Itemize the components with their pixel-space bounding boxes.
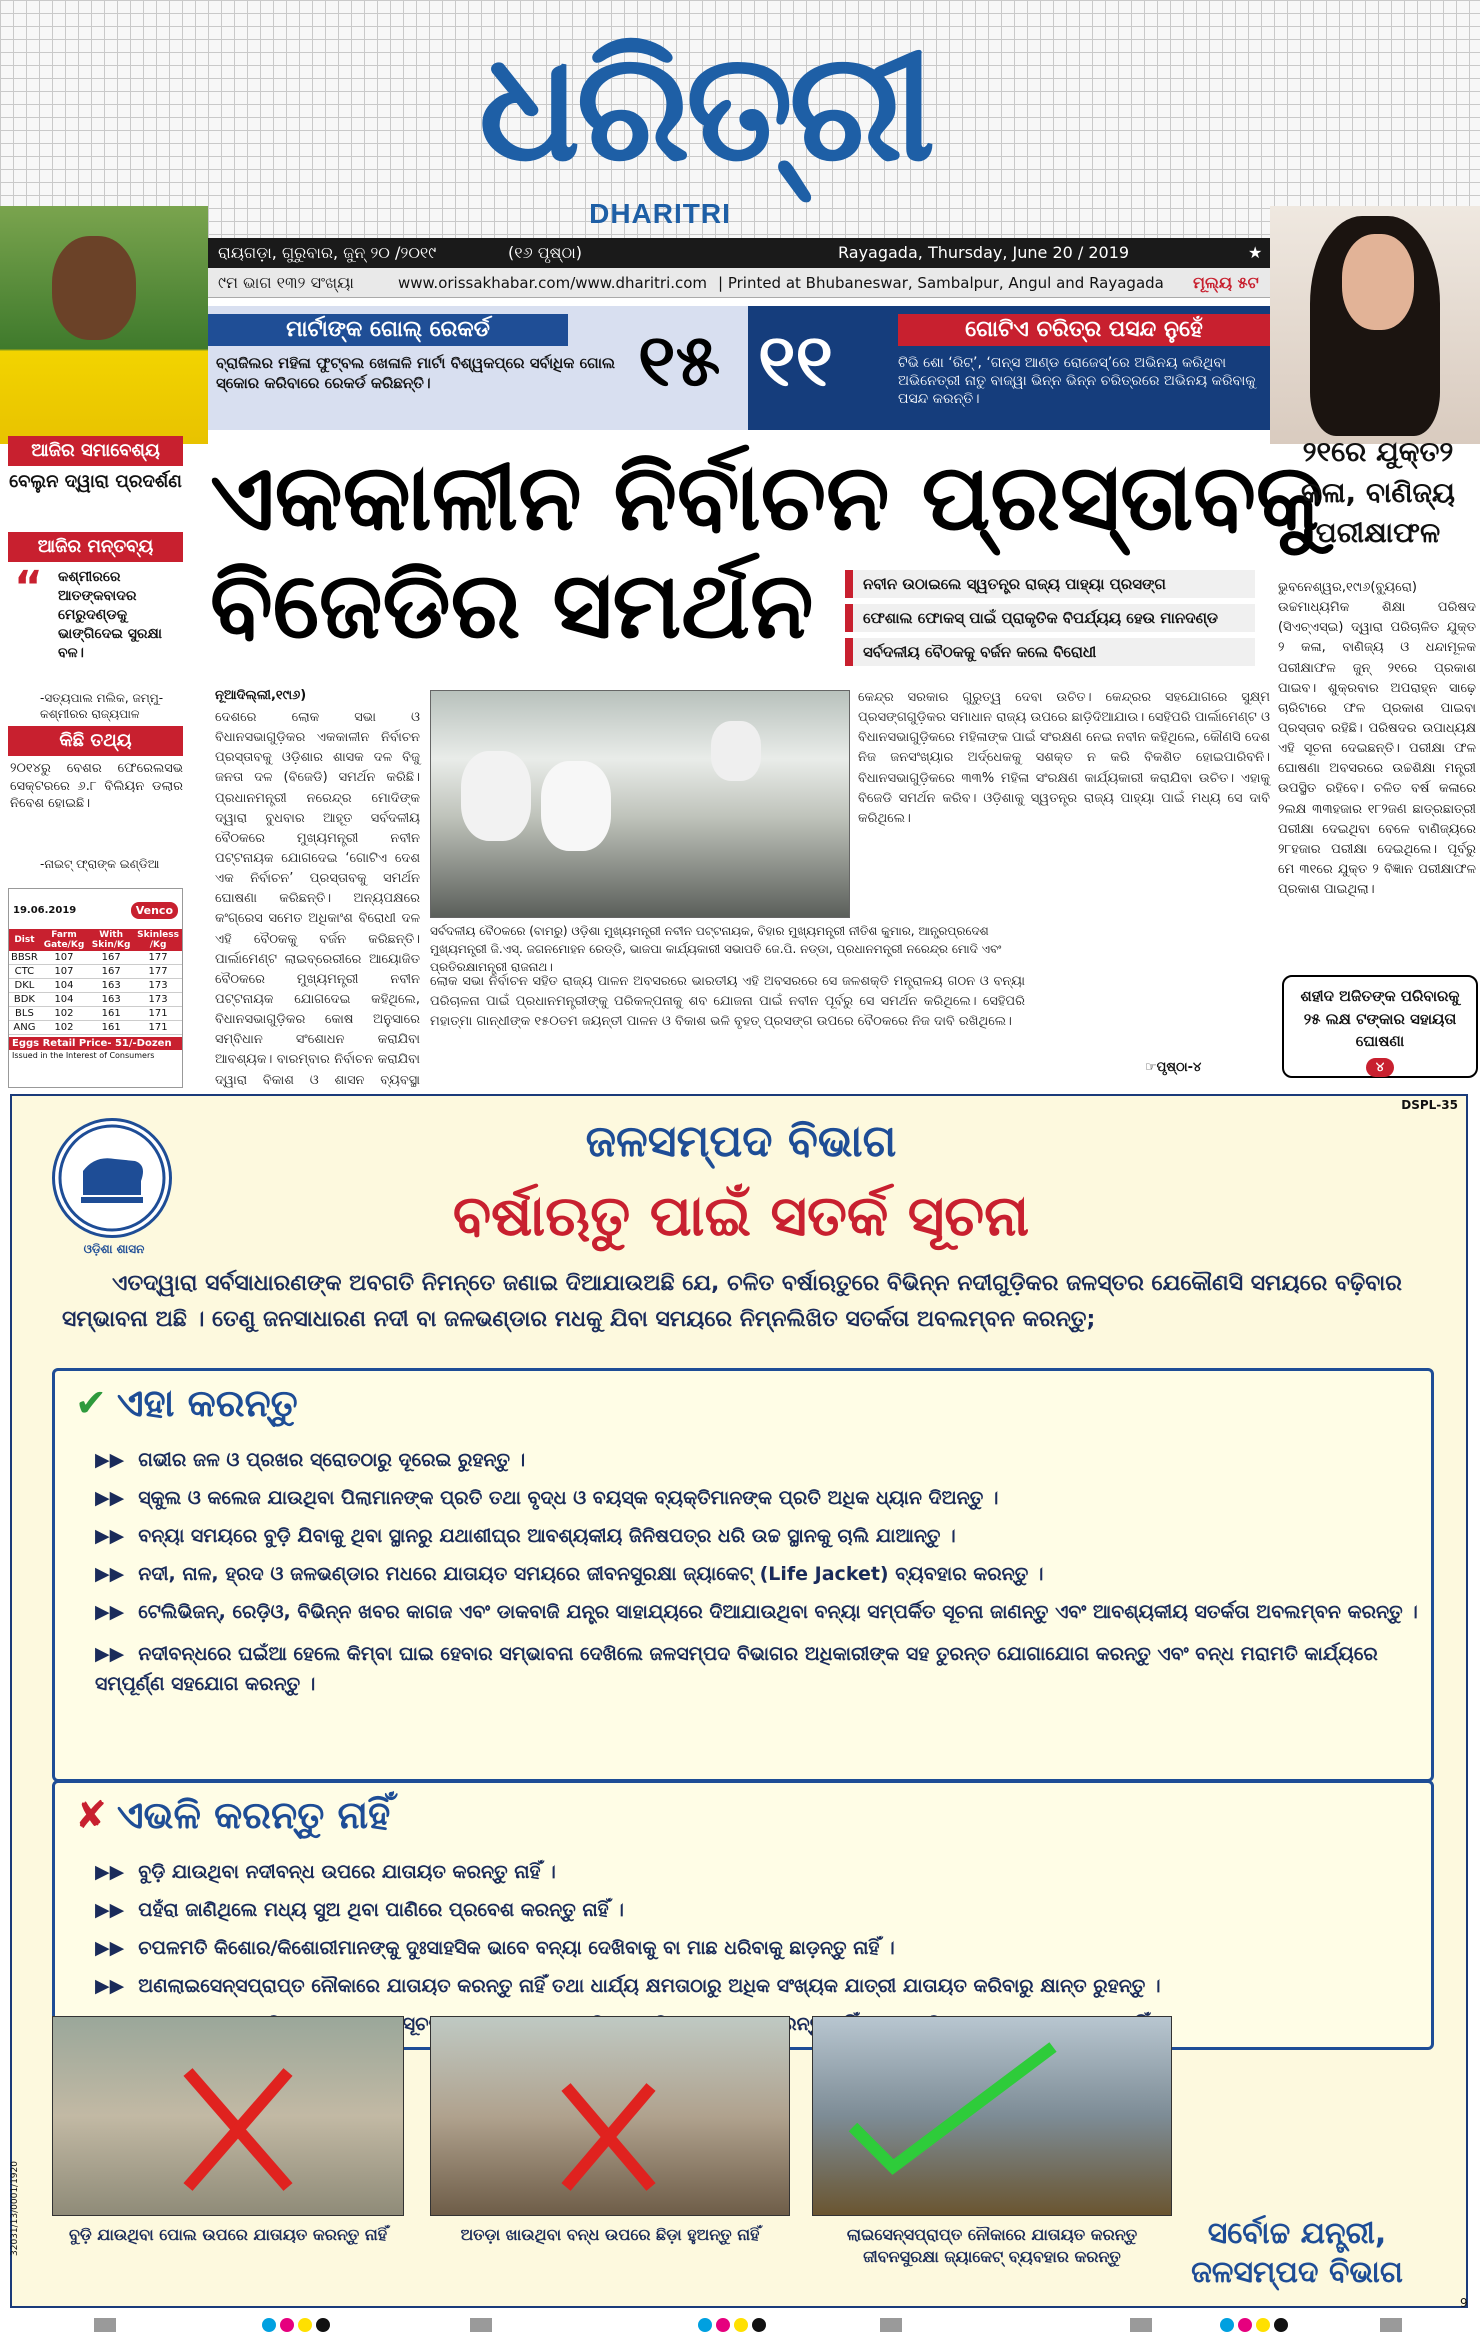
- fact-text: ୨୦୧୪ରୁ ବେଶର ଫେରେଲସଭ ସେକ୍ଟରରେ ୬.୮ ବିଲିୟନ ଡଲାର ନିବେଶ ହୋଇଛି।: [10, 760, 183, 852]
- egg-col-header: Dist: [9, 929, 40, 951]
- egg-table-cell: 171: [134, 1021, 182, 1035]
- arrow-icon: ▶▶: [95, 1449, 125, 1471]
- egg-table-cell: 171: [134, 1007, 182, 1021]
- ad-alert-title: ବର୍ଷାଋତୁ ପାଇଁ ସତର୍କ ସୂଚନା: [452, 1184, 1030, 1249]
- arrow-icon: ▶▶: [95, 1899, 125, 1921]
- photo-caption-embankment: ଅତଡ଼ା ଖାଉଥିବା ବନ୍ଧ ଉପରେ ଛିଡ଼ା ହୁଅନ୍ତୁ ନାହିଁ: [460, 2225, 760, 2244]
- teaser-right-headline: ଗୋଟିଏ ଚରିତ୍ର ପସନ୍ଦ ନୁହେଁ: [898, 314, 1270, 346]
- dont-panel: [52, 1780, 1434, 2050]
- do-heading: ✔ ଏହା କରନ୍ତୁ: [75, 1381, 298, 1425]
- egg-col-header: Farm Gate/Kg: [40, 929, 88, 951]
- magenta-mark: [280, 2318, 294, 2332]
- egg-table-row: [9, 965, 182, 979]
- comment-author: -ସତ୍ୟପାଲ ମଲିକ, ଜମ୍ମୁ-କଶ୍ମୀରର ରାଜ୍ୟପାଳ: [40, 690, 185, 730]
- comment-heading: ଆଜିର ମନ୍ତବ୍ୟ: [8, 532, 183, 562]
- magenta-mark: [1238, 2318, 1252, 2332]
- shaheed-box[interactable]: [1282, 975, 1478, 1078]
- arrow-icon: ▶▶: [95, 1861, 125, 1883]
- dont-item: ▶▶ ପହଁରା ଜାଣିଥିଲେ ମଧ୍ୟ ସୁଅ ଥିବା ପାଣିରେ ପ୍ରବେଶ କରନ୍ତୁ ନାହିଁ ।: [95, 1899, 624, 1921]
- comment-text: କଶ୍ମୀରରେ ଆତଙ୍କବାଦର ମେରୁଦଣ୍ଡକୁ ଭାଙ୍ଗିଦେଇ ସୁରକ୍ଷା ବଳ।: [58, 568, 183, 688]
- events-heading: ଆଜିର ସମାବେଶ୍ୟ: [8, 436, 183, 466]
- teaser-photo-actress: [1270, 206, 1480, 444]
- registration-mark: [1380, 2318, 1402, 2332]
- egg-table-cell: CTC: [9, 965, 40, 979]
- teaser-left-text: ବ୍ରାଜିଲର ମହିଳା ଫୁଟ୍‌ବଲ ଖେଳାଳି ମାର୍ଟା ବିଶ୍ୱକପ୍‌ରେ ସର୍ବାଧିକ ଗୋଲ ସ୍କୋର କରିବାରେ ରେକର୍ଡ କରିଛନ୍ତି।: [216, 354, 616, 392]
- egg-col-header: Skinless /Kg: [134, 929, 182, 951]
- do-item: ▶▶ ସ୍କୁଲ ଓ କଲେଜ ଯାଉଥିବା ପିଲାମାନଙ୍କ ପ୍ରତି ତଥା ବୃଦ୍ଧ ଓ ବୟସ୍କ ବ୍ୟକ୍ତିମାନଙ୍କ ପ୍ରତି ଅଧିକ ଧ୍ୟାନ ଦିଅନ୍ତୁ ।: [95, 1487, 999, 1509]
- do-item: ▶▶ ନଦୀବନ୍ଧରେ ଘଇଁଆ ହେଲେ କିମ୍ବା ଘାଇ ହେବାର ସମ୍ଭାବନା ଦେଖିଲେ ଜଳସମ୍ପଦ ବିଭାଗର ଅଧିକାରୀଙ୍କ ସହ ତୁରନ୍ତ ଯୋଗାଯୋଗ କରନ୍ତୁ ଏବଂ ବନ୍ଧ ମରାମତି କାର୍ଯ୍ୟରେ ସମ୍ପୂର୍ଣ୍ଣ ସହଯୋଗ କରନ୍ତୁ ।: [95, 1643, 1378, 1696]
- do-panel: [52, 1368, 1434, 1782]
- date-english: Rayagada, Thursday, June 20 / 2019: [838, 243, 1130, 262]
- dont-item: ସୂଚନା କରନ୍ତୁ: [95, 2013, 1415, 2035]
- teaser-photo-footballer: [0, 206, 208, 444]
- lead-body-col1: ଦେଶରେ ଲୋକ ସଭା ଓ ବିଧାନସଭାଗୁଡ଼ିକର ଏକକାଳୀନ ନିର୍ବାଚନ ପ୍ରସ୍ତାବକୁ ଓଡ଼ିଶାର ଶାସକ ଦଳ ବିଜୁ ଜନତା ଦଳ (ବିଜେଡି) ସମର୍ଥନ କରିଛି। ପ୍ରଧାନମନ୍ତ୍ରୀ ନରେନ୍ଦ୍ର ମୋଦିଙ୍କ ଦ୍ୱାରା ବୁଧବାର ଆହୂତ ସର୍ବଦଳୀୟ ବୈଠକରେ ମୁଖ୍ୟମନ୍ତ୍ରୀ ନବୀନ ପଟ୍ଟନାୟକ ଯୋଗଦେଇ ‘ଗୋଟିଏ ଦେଶ ଏକ ନିର୍ବାଚନ’ ପ୍ରସ୍ତାବକୁ ସମର୍ଥନ ଘୋଷଣା କରିଛନ୍ତି। ଅନ୍ୟପକ୍ଷରେ କଂଗ୍ରେସ ସମେତ ଅଧିକାଂଶ ବିରୋଧୀ ଦଳ ଏହି ବୈଠକକୁ ବର୍ଜନ କରିଛନ୍ତି। ପାର୍ଲାମେଣ୍ଟ ଲାଇବ୍ରେରୀରେ ଆୟୋଜିତ ବୈଠକରେ ମୁଖ୍ୟମନ୍ତ୍ରୀ ନବୀନ ପଟ୍ଟନାୟକ ଯୋଗଦେଇ କହିଥିଲେ, ବିଧାନସଭାଗୁଡ଼ିକର କୋଷ ଅନୁସାରେ ସମ୍ବିଧାନ ସଂଶୋଧନ କରାଯିବା ଆବଶ୍ୟକ। ବାରମ୍ବାର ନିର୍ବାଚନ କରାଯିବା ଦ୍ୱାରା ବିକାଶ ଓ ଶାସନ ବ୍ୟବସ୍ଥା: [215, 710, 420, 1088]
- egg-table-row: [9, 993, 182, 1007]
- shaheed-page: ୪: [1284, 1055, 1476, 1078]
- logo-odia: ଧରିତ୍ରୀ: [478, 19, 932, 195]
- registration-mark: [94, 2318, 116, 2332]
- egg-table-cell: BDK: [9, 993, 40, 1007]
- egg-note: Issued in the Interest of Consumers: [12, 1051, 155, 1060]
- licensed-boat-photo: [812, 2016, 1172, 2216]
- arrow-icon: ▶▶: [95, 1937, 125, 1959]
- page-number: 9: [1460, 2296, 1468, 2310]
- teaser-right-page: ୧୧: [758, 318, 834, 402]
- do-item: ▶▶ ଟେଲିଭିଜନ୍, ରେଡ଼ିଓ, ବିଭିନ୍ନ ଖବର କାଗଜ ଏବଂ ଡାକବାଜି ଯନ୍ତ୍ର ସାହାଯ୍ୟରେ ଦିଆଯାଉଥିବା ବନ୍ୟା ସମ୍ପର୍କିତ ସୂଚନା ଜାଣନ୍ତୁ ଏବଂ ଆବଶ୍ୟକୀୟ ସତର୍କତା ଅବଲମ୍ବନ କରନ୍ତୁ ।: [95, 1601, 1418, 1623]
- lead-body-col3: କେନ୍ଦ୍ର ସରକାର ଗୁରୁତ୍ୱ ଦେବା ଉଚିତ। କେନ୍ଦ୍ରର ସହଯୋଗରେ ସୁକ୍ଷ୍ମ ପ୍ରସଙ୍ଗଗୁଡ଼ିକର ସମାଧାନ ରାଜ୍ୟ ଉପରେ ଛାଡ଼ିଦିଆଯାଉ। ସେହିପରି ପାର୍ଲାମେଣ୍ଟ ଓ ବିଧାନସଭାଗୁଡ଼ିକରେ ମହିଳାଙ୍କ ପାଇଁ ସଂରକ୍ଷଣ ନେଇ ନବୀନ କହିଥିଲେ, କୌଣସି ଦେଶ ନିଜ ଜନସଂଖ୍ୟାର ଅର୍ଦ୍ଧେକକୁ ସଶକ୍ତ ନ କରି ବିକଶିତ ହୋଇପାରିବନି। ବିଧାନସଭାଗୁଡ଼ିକରେ ୩୩% ମହିଳା ସଂରକ୍ଷଣ କାର୍ଯ୍ୟକାରୀ କରାଯିବା ଉଚିତ। ଏହାକୁ ବିଜେଡି ସମର୍ଥନ କରିବ। ଓଡ଼ିଶାକୁ ସ୍ୱତନ୍ତ୍ର ରାଜ୍ୟ ପାହ୍ୟା ପାଇଁ ମଧ୍ୟ ସେ ଦାବି କରିଥିଲେ।: [858, 690, 1270, 826]
- egg-table-cell: BBSR: [11, 952, 38, 963]
- arrow-icon: ▶▶: [95, 1643, 125, 1665]
- egg-brand: Venco: [131, 902, 178, 919]
- arrow-icon: ▶▶: [95, 1563, 125, 1585]
- egg-table-cell: 161: [88, 1021, 134, 1035]
- egg-table-cell: 104: [40, 979, 88, 993]
- teaser-left-page: ୧୫: [638, 318, 721, 402]
- lead-bullets: [845, 570, 1255, 678]
- cyan-mark: [1220, 2318, 1234, 2332]
- fact-heading: କିଛି ତଥ୍ୟ: [8, 726, 183, 756]
- cyan-mark: [698, 2318, 712, 2332]
- teaser-left[interactable]: [208, 306, 748, 430]
- registration-mark: [470, 2318, 492, 2332]
- egg-table-cell: 107: [40, 965, 88, 979]
- egg-table-cell: 107: [40, 951, 88, 965]
- egg-retail-price: Eggs Retail Price- 51/-Dozen: [9, 1037, 182, 1050]
- egg-table-cell: ANG: [9, 1021, 40, 1035]
- egg-table-row: [9, 1021, 182, 1035]
- cyan-mark: [262, 2318, 276, 2332]
- info-strip: [208, 268, 1270, 298]
- fact-author: -ନାଇଟ୍ ଫ୍ରାଙ୍କ ଇଣ୍ଡିଆ: [40, 856, 185, 876]
- website-link[interactable]: www.orissakhabar.com/www.dharitri.com: [398, 274, 708, 292]
- registration-mark: [1130, 2318, 1152, 2332]
- yellow-mark: [1256, 2318, 1270, 2332]
- lead-bullet: ସର୍ବଦଳୀୟ ବୈଠକକୁ ବର୍ଜନ କଲେ ବିରୋଧୀ: [845, 638, 1255, 666]
- egg-table-cell: 161: [88, 1007, 134, 1021]
- lead-photo: [430, 690, 850, 918]
- shaheed-text: ଶହୀଦ ଅଜିତଙ୍କ ପରିବାରକୁ ୨୫ ଲକ୍ଷ ଟଙ୍କାର ସହାୟତା ଘୋଷଣା: [1300, 987, 1460, 1050]
- do-item: ▶▶ ବନ୍ୟା ସମୟରେ ବୁଡ଼ି ଯିବାକୁ ଥିବା ସ୍ଥାନରୁ ଯଥାଶୀଘ୍ର ଆବଶ୍ୟକୀୟ ଜିନିଷପତ୍ର ଧରି ଉଚ୍ଚ ସ୍ଥାନକୁ ଚାଲି ଯାଆନ୍ତୁ ।: [95, 1525, 956, 1547]
- issue-number: ୯ମ ଭାଗ ୧୩୨ ସଂଖ୍ୟା: [218, 273, 354, 292]
- teaser-right[interactable]: [748, 306, 1270, 430]
- egg-table-cell: 163: [88, 993, 134, 1007]
- ad-intro: ଏତଦ୍ୱାରା ସର୍ବସାଧାରଣଙ୍କ ଅବଗତି ନିମନ୍ତେ ଜଣାଇ ଦିଆଯାଉଅଛି ଯେ, ଚଳିତ ବର୍ଷାଋତୁରେ ବିଭିନ୍ନ ନଦୀଗୁଡ଼ିକର ଜଳସ୍ତର ଯେକୌଣସି ସମୟରେ ବଢ଼ିବାର ସମ୍ଭାବନା ଅଛି । ତେଣୁ ଜନସାଧାରଣ ନଦୀ ବା ଜଳଭଣ୍ଡାର ମଧକୁ ଯିବା ସମୟରେ ନିମ୍ନଲିଖିତ ସତର୍କତା ଅବଲମ୍ବନ କରନ୍ତୁ;: [62, 1271, 1402, 1333]
- lead-bullet: ନବୀନ ଉଠାଇଲେ ସ୍ୱତନ୍ତ୍ର ରାଜ୍ୟ ପାହ୍ୟା ପ୍ରସଙ୍ଗ: [845, 570, 1255, 598]
- egg-table-cell: 163: [88, 979, 134, 993]
- black-mark: [316, 2318, 330, 2332]
- egg-table-cell: DKL: [9, 979, 40, 993]
- emblem-caption: ଓଡ଼ିଶା ଶାସନ: [83, 1242, 145, 1256]
- continued-link[interactable]: ☞ପୃଷ୍ଠା-୪: [1145, 1060, 1202, 1075]
- egg-table-cell: 177: [134, 951, 182, 965]
- star-icon: ★: [1248, 243, 1263, 262]
- black-mark: [1274, 2318, 1288, 2332]
- ad-code: DSPL-35: [1401, 1098, 1458, 1112]
- lead-bullet: ଫେଶାଲ ଫୋକସ୍ ପାଇଁ ପ୍ରାକୃତିକ ବିପର୍ଯ୍ୟୟ ହେଉ ମାନଦଣ୍ଡ: [845, 604, 1255, 632]
- logo-english: DHARITRI: [589, 198, 731, 229]
- lead-headline-line1[interactable]: ଏକକାଳୀନ ନିର୍ବାଚନ ପ୍ରସ୍ତାବକୁ: [210, 444, 1324, 551]
- egg-table-cell: 173: [134, 993, 182, 1007]
- photo-caption-bridge: ବୁଡ଼ି ଯାଉଥିବା ପୋଲ ଉପରେ ଯାତାୟତ କରନ୍ତୁ ନାହିଁ: [68, 2225, 388, 2244]
- flooded-bridge-photo: [52, 2016, 404, 2216]
- do-item: ▶▶ ଗଭୀର ଜଳ ଓ ପ୍ରଖର ସ୍ରୋତଠାରୁ ଦୂରେଇ ରୁହନ୍ତୁ ।: [95, 1449, 526, 1471]
- photo-caption-boat: ଲାଇସେନ୍ସପ୍ରାପ୍ତ ନୌକାରେ ଯାତାୟତ କରନ୍ତୁ ଜୀବନସୁରକ୍ଷା ଜ୍ୟାକେଟ୍ ବ୍ୟବହାର କରନ୍ତୁ: [846, 2225, 1138, 2267]
- lead-dateline: ନୂଆଦିଲ୍ଲୀ,୧୯ା୬): [215, 688, 307, 703]
- teaser-left-headline: ମାର୍ଟାଙ୍କ ଗୋଲ୍ ରେକର୍ଡ: [208, 314, 568, 346]
- arrow-icon: ▶▶: [95, 1601, 125, 1623]
- dont-heading: ✘ ଏଭଳି କରନ୍ତୁ ନାହିଁ: [75, 1793, 391, 1837]
- teaser-right-text: ଟିଭି ଶୋ ‘ରିଟ୍’, ‘ଗନ୍ସ ଆଣ୍ଡ ରୋଜେସ୍’ରେ ଅଭିନୟ କରିଥିବା ଅଭିନେତ୍ରୀ ନାତୁ ବାଜ୍‌ୱା ଭିନ୍ନ ଭିନ୍ନ ଚରିତ୍ରରେ ଅଭିନୟ କରିବାକୁ ପସନ୍ଦ କରନ୍ତି।: [898, 355, 1256, 408]
- egg-table-cell: 177: [134, 965, 182, 979]
- egg-table-row: [9, 1007, 182, 1021]
- dont-item: ▶▶ ଚପଳମତି କିଶୋର/କିଶୋରୀମାନଙ୍କୁ ଦୁଃସାହସିକ ଭାବେ ବନ୍ୟା ଦେଖିବାକୁ ବା ମାଛ ଧରିବାକୁ ଛାଡ଼ନ୍ତୁ ନାହିଁ ।: [95, 1937, 895, 1959]
- quote-icon: “: [14, 562, 43, 613]
- lead-headline-line2[interactable]: ବିଜେଡିର ସମର୍ଥନ: [210, 552, 814, 659]
- egg-table-cell: 104: [40, 993, 88, 1007]
- dont-item: ▶▶ ବୁଡ଼ି ଯାଉଥିବା ନଦୀବନ୍ଧ ଉପରେ ଯାତାୟତ କରନ୍ତୁ ନାହିଁ ।: [95, 1861, 556, 1883]
- price: ମୂଲ୍ୟ ୫ଟ: [1193, 273, 1259, 292]
- arrow-icon: ▶▶: [95, 1525, 125, 1547]
- printed-at: | Printed at Bhubaneswar, Sambalpur, Angul and Rayagada: [718, 274, 1164, 292]
- ad-department-title: ଜଳସମ୍ପଦ ବିଭାଗ: [585, 1116, 897, 1167]
- egg-table-cell: 102: [40, 1021, 88, 1035]
- lead-photo-caption: ସର୍ବଦଳୀୟ ବୈଠକରେ (ବାମରୁ) ଓଡ଼ିଶା ମୁଖ୍ୟମନ୍ତ୍ରୀ ନବୀନ ପଟ୍ଟନାୟକ, ବିହାର ମୁଖ୍ୟମନ୍ତ୍ରୀ ନୀତିଶ କୁମାର, ଆନ୍ଧ୍ରପ୍ରଦେଶ ମୁଖ୍ୟମନ୍ତ୍ରୀ ଜି.ଏସ୍. ଜଗନମୋହନ ରେଡ୍ଡି, ଭାଜପା କାର୍ଯ୍ୟକାରୀ ସଭାପତି ଜେ.ପି. ନଡ୍ଡା, ପ୍ରଧାନମନ୍ତ୍ରୀ ନରେନ୍ଦ୍ର ମୋଦି ଏବଂ ପ୍ରତିରକ୍ଷାମନ୍ତ୍ରୀ ରାଜନାଥ।: [430, 924, 1002, 974]
- lead-body-col2: ଲୋକ ସଭା ନିର୍ବାଚନ ସହିତ ରାଜ୍ୟ ପାଳନ ଅବସରରେ ଭାରତୀୟ ଏହି ଅବସରରେ ସେ ଜଳଶକ୍ତି ମନ୍ତ୍ରାଳୟ ଗଠନ ଓ ବନ୍ୟା ପରିଚାଳନା ପାଇଁ ପ୍ରଧାନମନ୍ତ୍ରୀଙ୍କୁ ପରିକଳ୍ପନାକୁ ଶବ ଯୋଜନା ପାଇଁ ନବୀନ ପୂର୍ବରୁ ସେ ସମର୍ଥନ କରିଥିଲେ। ସେହିପରି ମହାତ୍ମା ଗାନ୍ଧୀଙ୍କ ୧୫୦ତମ ଜୟନ୍ତୀ ପାଳନ ଓ ବିକାଶ ଭଳି ବୃହତ୍ ପ୍ରସଙ୍ଗ ଉପରେ ବୈଠକରେ ନିଜ ଦାବି ରଖିଥିଲେ।: [430, 974, 1025, 1030]
- eroding-embankment-photo: [430, 2016, 790, 2216]
- dont-item: ▶▶ ଅଣଲାଇସେନ୍ସପ୍ରାପ୍ତ ନୌକାରେ ଯାତାୟତ କରନ୍ତୁ ନାହିଁ ତଥା ଧାର୍ଯ୍ୟ କ୍ଷମତାଠାରୁ ଅଧିକ ସଂଖ୍ୟକ ଯାତ୍ରୀ ଯାତାୟତ କରିବାରୁ କ୍ଷାନ୍ତ ରୁହନ୍ତୁ ।: [95, 1975, 1161, 1997]
- egg-table-cell: 102: [40, 1007, 88, 1021]
- cross-icon: ✘: [75, 1793, 107, 1837]
- right-body: ଭୁବନେଶ୍ୱର,୧୯ା୬(ବ୍ୟୁରୋ) ଉଚ୍ଚମାଧ୍ୟମିକ ଶିକ୍ଷା ପରିଷଦ (ସିଏଚ୍‌ଏସ୍‌ଇ) ଦ୍ୱାରା ପରିଚାଳିତ ଯୁକ୍ତ ୨ କଳା, ବାଣିଜ୍ୟ ଓ ଧନ୍ଦାମୂଳକ ପରୀକ୍ଷାଫଳ ଜୁନ୍ ୨୧ରେ ପ୍ରକାଶ ପାଇବ। ଶୁକ୍ରବାର ଅପରାହ୍ନ ସାଢ଼େ ଚାରିଟାରେ ଫଳ ପ୍ରକାଶ ପାଇବା ପ୍ରସ୍ତାବ ରହିଛି। ପରିଷଦର ଉପାଧ୍ୟକ୍ଷ ଏହି ସୂଚନା ଦେଇଛନ୍ତି। ପରୀକ୍ଷା ଫଳ ଘୋଷଣା ଅବସରରେ ଉଚ୍ଚଶିକ୍ଷା ମନ୍ତ୍ରୀ ଉପସ୍ଥିତ ରହିବେ। ଚଳିତ ବର୍ଷ କଳାରେ ୨ଲକ୍ଷ ୩୩ହଜାର ୧୮୨ଜଣ ଛାତ୍ରଛାତ୍ରୀ ପରୀକ୍ଷା ଦେଇଥିବା ବେଳେ ବାଣିଜ୍ୟରେ ୨୮ହଜାର ପରୀକ୍ଷା ଦେଇଥିଲେ। ପୂର୍ବରୁ ମେ ୩୧ରେ ଯୁକ୍ତ ୨ ବିଜ୍ଞାନ ପରୀକ୍ଷାଫଳ ପ୍ରକାଶ ପାଇଥିଲା।: [1278, 580, 1476, 898]
- right-headline[interactable]: ୨୧ରେ ଯୁକ୍ତ୨ କଳା, ବାଣିଜ୍ୟ ପରୀକ୍ଷାଫଳ: [1301, 435, 1455, 550]
- egg-price-box: [8, 888, 183, 1088]
- ad-signature: ସର୍ବୋଚ୍ଚ ଯନ୍ତ୍ରୀ, ଜଳସମ୍ପଦ ବିଭାଗ: [1191, 2216, 1403, 2290]
- teaser-band: [208, 306, 1270, 430]
- magenta-mark: [716, 2318, 730, 2332]
- egg-table-cell: 173: [134, 979, 182, 993]
- yellow-mark: [734, 2318, 748, 2332]
- black-mark: [752, 2318, 766, 2332]
- arrow-icon: ▶▶: [95, 1487, 125, 1509]
- events-text: ବେଲୁନ ଦ୍ୱାରା ପ୍ରଦର୍ଶଣ: [8, 470, 183, 510]
- yellow-mark: [298, 2318, 312, 2332]
- date-odia: ରାୟଗଡ଼ା, ଗୁରୁବାର, ଜୁନ୍ ୨୦ /୨୦୧୯: [218, 243, 437, 262]
- egg-table-row: [9, 951, 182, 965]
- egg-table-cell: 167: [88, 965, 134, 979]
- dateline-strip: [208, 238, 1270, 268]
- check-icon: ✔: [75, 1381, 107, 1425]
- arrow-icon: ▶▶: [95, 1975, 125, 1997]
- do-item: ▶▶ ନଦୀ, ନାଳ, ହ୍ରଦ ଓ ଜଳଭଣ୍ଡାର ମଧରେ ଯାତାୟତ ସମୟରେ ଜୀବନସୁରକ୍ଷା ଜ୍ୟାକେଟ୍ (Life Jacket) ବ୍ୟବହାର କରନ୍ତୁ ।: [95, 1563, 1044, 1585]
- advertisement: DSPL-35 ଓଡ଼ିଶା ଶାସନ ଜଳସମ୍ପଦ ବିଭାଗ ବର୍ଷାଋତୁ ପାଇଁ ସତର୍କ ସୂଚନା ଏତଦ୍ୱାରା ସର୍ବସାଧାରଣଙ୍କ ଅବଗତି ନିମନ୍ତେ ଜଣାଇ ଦିଆଯାଉଅଛି ଯେ, ଚଳିତ ବର୍ଷାଋତୁରେ ବିଭିନ୍ନ ନଦୀଗୁଡ଼ିକର ଜଳସ୍ତର ଯେକୌଣସି ସମୟରେ ବଢ଼ିବାର ସମ୍ଭାବନା ଅଛି । ତେଣୁ ଜନସାଧାରଣ ନଦୀ ବା ଜଳଭଣ୍ଡାର ମଧକୁ ଯିବା ସମୟରେ ନିମ୍ନଲିଖିତ ସତର୍କତା ଅବଲମ୍ବନ କରନ୍ତୁ; ✔ ଏହା କରନ୍ତୁ ▶▶ ଗଭୀର ଜଳ ଓ ପ୍ରଖର ସ୍ରୋତଠାରୁ ଦୂରେଇ ରୁହନ୍ତୁ । ▶▶ ସ୍କୁଲ ଓ କଲେଜ ଯାଉଥିବା ପିଲାମାନଙ୍କ ପ୍ରତି ତଥା ବୃଦ୍ଧ ଓ ବୟସ୍କ ବ୍ୟକ୍ତିମାନଙ୍କ ପ୍ରତି ଅଧିକ ଧ୍ୟାନ ଦିଅନ୍ତୁ । ▶▶ ବନ୍ୟା ସମୟରେ ବୁଡ଼ି ଯିବାକୁ ଥିବା ସ୍ଥାନରୁ ଯଥାଶୀଘ୍ର ଆବଶ୍ୟକୀୟ ଜିନିଷପତ୍ର ଧରି ଉଚ୍ଚ ସ୍ଥାନକୁ ଚାଲି ଯାଆନ୍ତୁ । ▶▶ ନଦୀ, ନାଳ, ହ୍ରଦ ଓ ଜଳଭଣ୍ଡାର ମଧରେ ଯାତାୟତ ସମୟରେ ଜୀବନସୁରକ୍ଷା ଜ୍ୟାକେଟ୍ (Life Jacket) ବ୍ୟବହାର କରନ୍ତୁ । ▶▶ ଟେଲିଭିଜନ୍, ରେଡ଼ିଓ, ବିଭିନ୍ନ ଖବର କାଗଜ ଏବଂ ଡାକବାଜି ଯନ୍ତ୍ର ସାହାଯ୍ୟରେ ଦିଆଯାଉଥିବା ବନ୍ୟା ସମ୍ପର୍କିତ ସୂଚନା ଜାଣନ୍ତୁ ଏବଂ ଆବଶ୍ୟକୀୟ ସତର୍କତା ଅବଲମ୍ବନ କରନ୍ତୁ । ▶▶ ନଦୀବନ୍ଧରେ ଘଇଁଆ ହେଲେ କିମ୍ବା ଘାଇ ହେବାର ସମ୍ଭାବନା ଦେଖିଲେ ଜଳସମ୍ପଦ ବିଭାଗର ଅଧିକାରୀଙ୍କ ସହ ତୁରନ୍ତ ଯୋଗାଯୋଗ କରନ୍ତୁ ଏବଂ ବନ୍ଧ ମରାମତି କାର୍ଯ୍ୟରେ ସମ୍ପୂର୍ଣ୍ଣ ସହଯୋଗ କରନ୍ତୁ । ✘ ଏଭଳି କରନ୍ତୁ ନାହିଁ ▶▶ ବୁଡ଼ି ଯାଉଥିବା ନଦୀବନ୍ଧ ଉପରେ ଯାତାୟତ କରନ୍ତୁ ନାହିଁ । ▶▶ ପହଁରା ଜାଣିଥିଲେ ମଧ୍ୟ ସୁଅ ଥିବା ପାଣିରେ ପ୍ରବେଶ କରନ୍ତୁ ନାହିଁ । ▶▶ ଚପଳମତି କିଶୋର/କିଶୋରୀମାନଙ୍କୁ ଦୁଃସାହସିକ ଭାବେ ବନ୍ୟା ଦେଖିବାକୁ ବା ମାଛ ଧରିବାକୁ ଛାଡ଼ନ୍ତୁ ନାହିଁ । ▶▶ ଅଣଲାଇସେନ୍ସପ୍ରାପ୍ତ ନୌକାରେ ଯାତାୟତ କରନ୍ତୁ ନାହିଁ ତଥା ଧାର୍ଯ୍ୟ କ୍ଷମତାଠାରୁ ଅଧିକ ସଂଖ୍ୟକ ଯାତ୍ରୀ ଯାତାୟତ କରିବାରୁ କ୍ଷାନ୍ତ ରୁହନ୍ତୁ । ସୂଚନା କରନ୍ତୁ ବୁଡ଼ି ଯାଉଥିବା ପୋଲ ଉପରେ ଯାତାୟତ କରନ୍ତୁ ନାହିଁ ଅତଡ଼ା ଖାଉଥିବା ବନ୍ଧ ଉପରେ ଛିଡ଼ା ହୁଅନ୍ତୁ ନାହିଁ ଲାଇସେନ୍ସପ୍ରାପ୍ତ ନୌକାରେ ଯାତାୟତ କରନ୍ତୁ ଜୀବନସୁରକ୍ଷା ଜ୍ୟାକେଟ୍ ବ୍ୟବହାର କରନ୍ତୁ ସର୍ବୋଚ୍ଚ ଯନ୍ତ୍ରୀ, ଜଳସମ୍ପଦ ବିଭାଗ 32031/13/0001/1920: [10, 1094, 1468, 2308]
- egg-price-table: [9, 929, 182, 1035]
- egg-table-cell: BLS: [9, 1007, 40, 1021]
- egg-table-row: [9, 979, 182, 993]
- registration-mark: [880, 2318, 902, 2332]
- egg-date: 19.06.2019: [13, 904, 77, 916]
- egg-table-cell: 167: [88, 951, 134, 965]
- egg-col-header: With Skin/Kg: [88, 929, 134, 951]
- page-count: (୧୬ ପୃଷ୍ଠା): [508, 243, 583, 262]
